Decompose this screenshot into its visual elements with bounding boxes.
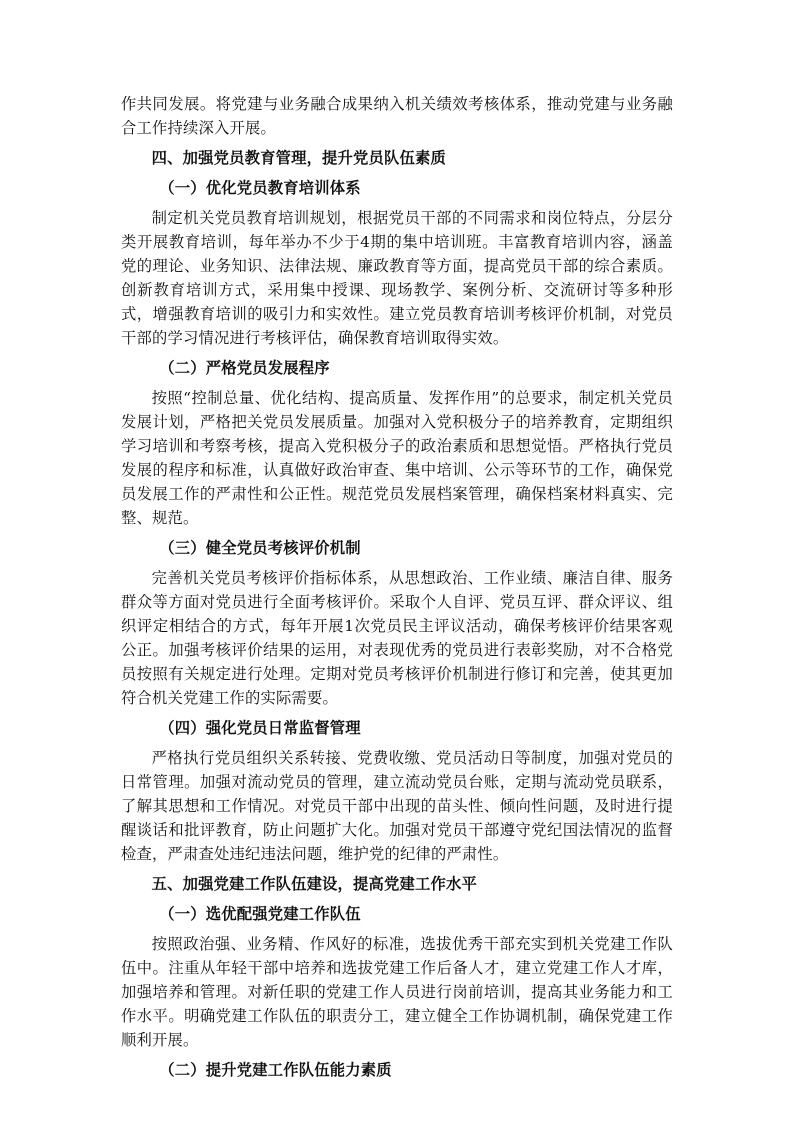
section-4-4-paragraph: 严格执行党员组织关系转接、党费收缴、党员活动日等制度，加强对党员的日常管理。加强对流动党员的管理，建立流动党员台账，定期与流动党员联系，了解其思想和工作情况。对党员干部中出现的苗头性、倾向性问题，及时进行提醒谈话和批评教育，防止问题扩大化。加强对党员干部遵守党纪国法情况的监督检查，严肃查处违纪违法问题，维护党的纪律的严肃性。 [121, 749, 673, 863]
section-4-3-paragraph: 完善机关党员考核评价指标体系，从思想政治、工作业绩、廉洁自律、服务群众等方面对党员进行全面考核评价。采取个人自评、党员互评、群众评议、组织评定相结合的方式，每年开展1次党员民主评议活动，确保考核评价结果客观公正。加强考核评价结果的运用，对表现优秀的党员进行表彰奖励，对不合格党员按照有关规定进行处理。定期对党员考核评价机制进行修订和完善，使其更加符合机关党建工作的实际需要。 [121, 569, 673, 707]
section-5-2-heading: （二）提升党建工作队伍能力素质 [159, 1061, 392, 1079]
section-4-4-heading: （四）强化党员日常监督管理 [159, 719, 361, 737]
section-5-heading: 五、加强党建工作队伍建设，提高党建工作水平 [151, 875, 478, 893]
section-4-2-heading: （二）严格党员发展程序 [159, 359, 330, 377]
section-4-1-heading: （一）优化党员教育培训体系 [159, 179, 361, 197]
document-page [121, 92, 673, 1088]
section-4-3-heading: （三）健全党员考核评价机制 [159, 539, 361, 557]
section-5-1-paragraph: 按照政治强、业务精、作风好的标准，选拔优秀干部充实到机关党建工作队伍中。注重从年轻干部中培养和选拔党建工作后备人才，建立党建工作人才库，加强培养和管理。对新任职的党建工作人员进行岗前培训，提高其业务能力和工作水平。明确党建工作队伍的职责分工，建立健全工作协调机制，确保党建工作顺利开展。 [121, 935, 673, 1049]
intro-continuation-paragraph: 作共同发展。将党建与业务融合成果纳入机关绩效考核体系，推动党建与业务融合工作持续深入开展。 [121, 95, 673, 137]
section-4-1-paragraph: 制定机关党员教育培训规划，根据党员干部的不同需求和岗位特点，分层分类开展教育培训，每年举办不少于4期的集中培训班。丰富教育培训内容，涵盖党的理论、业务知识、法律法规、廉政教育等方面，提高党员干部的综合素质。创新教育培训方式，采用集中授课、现场教学、案例分析、交流研讨等多种形式，增强教育培训的吸引力和实效性。建立党员教育培训考核评价机制，对党员干部的学习情况进行考核评估，确保教育培训取得实效。 [121, 209, 673, 347]
section-5-1-heading: （一）选优配强党建工作队伍 [159, 905, 361, 923]
section-4-heading: 四、加强党员教育管理，提升党员队伍素质 [151, 149, 447, 167]
section-4-2-paragraph: 按照“控制总量、优化结构、提高质量、发挥作用”的总要求，制定机关党员发展计划，严格把关党员发展质量。加强对入党积极分子的培养教育，定期组织学习培训和考察考核，提高入党积极分子的政治素质和思想觉悟。严格执行党员发展的程序和标准，认真做好政治审查、集中培训、公示等环节的工作，确保党员发展工作的严肃性和公正性。规范党员发展档案管理，确保档案材料真实、完整、规范。 [121, 389, 673, 527]
